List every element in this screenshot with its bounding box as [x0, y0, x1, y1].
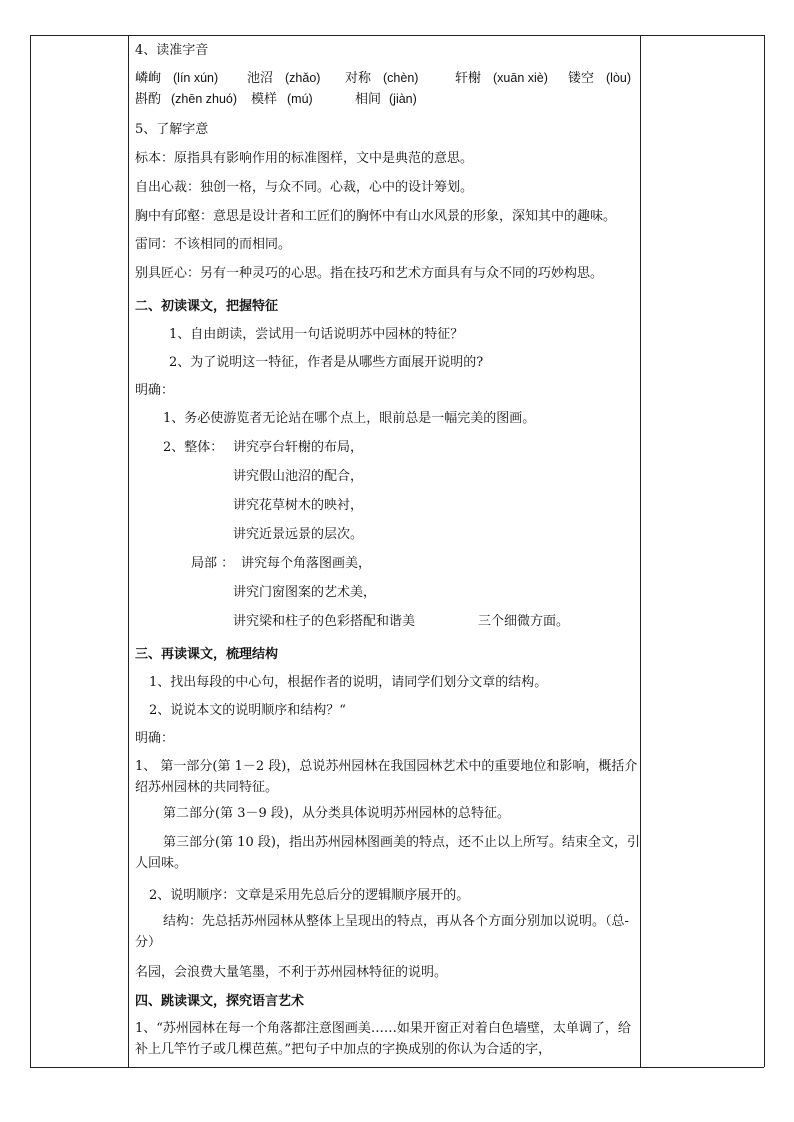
- overall-item: 讲究花草树木的映衬，: [233, 498, 364, 513]
- word-char: 对称: [345, 71, 372, 86]
- part3-question-1: 1、找出每段的中心句，根据作者的说明，请同学们划分文章的结构。: [149, 675, 548, 690]
- local-item: 讲究梁和柱子的色彩搭配和谐美: [233, 614, 416, 629]
- word-char: 斟酌: [135, 92, 162, 107]
- overall-item: 讲究亭台轩榭的布局，: [233, 440, 364, 455]
- word-char: 相间: [355, 92, 382, 107]
- word-pinyin: (zhǎo): [285, 71, 321, 85]
- word-pinyin: (zhēn zhuó): [171, 92, 238, 106]
- word-pinyin: (chèn): [383, 71, 419, 85]
- explanation-order: 2、说明顺序：文章是采用先总后分的逻辑顺序展开的。: [149, 888, 470, 903]
- definition-item: 别具匠心：另有一种灵巧的心思。指在技巧和艺术方面具有与众不同的巧妙构思。: [135, 266, 604, 281]
- word-char: 轩榭: [455, 71, 482, 86]
- local-note: 三个细微方面。: [478, 614, 570, 629]
- explanation-structure: 结构：先总括苏州园林从整体上呈现出的特点，再从各个方面分别加以说明。（总-分）: [135, 914, 629, 950]
- section4-heading: 4、读准字音: [135, 43, 209, 58]
- structure-part-3: 第三部分(第 10 段)，指出苏州园林图画美的特点，还不止以上所写。结束全文，引人回味。: [135, 835, 640, 871]
- pronunciation-row-1: [135, 69, 640, 89]
- pronunciation-row-2: [135, 90, 640, 110]
- local-item: 讲究每个角落图画美，: [241, 556, 372, 571]
- part2-answer-1: 1、务必使游览者无论站在哪个点上，眼前总是一幅完美的图画。: [163, 411, 536, 426]
- definition-item: 标本：原指具有影响作用的标准图样，文中是典范的意思。: [135, 151, 474, 166]
- table-border-col1: [128, 35, 129, 1067]
- word-char: 嶙峋: [135, 71, 162, 86]
- part4-heading: 四、跳读课文，探究语言艺术: [135, 994, 305, 1009]
- part4-question-1: 1、“苏州园林在每一个角落都注意图画美……如果开窗正对着白色墙壁，太单调了，给补上几竿竹子或几棵芭蕉。”把句子中加点的字换成别的你认为合适的字，: [135, 1021, 631, 1057]
- part3-heading: 三、再读课文，梳理结构: [135, 647, 279, 662]
- structure-part-2: 第二部分(第 3－9 段)，从分类具体说明苏州园林的总特征。: [163, 806, 510, 821]
- word-pinyin: (jiàn): [389, 92, 417, 106]
- word-pinyin: (lín xún): [173, 71, 219, 85]
- section5-heading: 5、了解字意: [135, 122, 209, 137]
- word-pinyin: (mú): [287, 92, 313, 106]
- part2-question-2: 2、为了说明这一特征，作者是从哪些方面展开说明的?: [169, 355, 484, 370]
- part3-answer-label: 明确：: [135, 731, 175, 746]
- word-char: 池沼: [247, 71, 274, 86]
- overall-item: 讲究假山池沼的配合，: [233, 469, 364, 484]
- word-pinyin: (lòu): [606, 71, 632, 85]
- table-border-right: [764, 35, 765, 1067]
- part2-question-1: 1、自由朗读，尝试用一句话说明苏中园林的特征？: [169, 327, 464, 342]
- part2-heading: 二、初读课文，把握特征: [135, 299, 279, 314]
- word-char: 镂空: [568, 71, 595, 86]
- part3-question-2: 2、说说本文的说明顺序和结构？“: [149, 703, 346, 718]
- overall-label: 2、整体：: [163, 440, 224, 455]
- part3-note: 名园，会浪费大量笔墨，不利于苏州园林特征的说明。: [135, 965, 448, 980]
- word-pinyin: (xuān xiè): [493, 71, 548, 85]
- table-border-col2: [640, 35, 641, 1067]
- definition-item: 自出心裁：独创一格，与众不同。心裁，心中的设计筹划。: [135, 180, 474, 195]
- overall-item: 讲究近景远景的层次。: [233, 527, 364, 542]
- table-border-left: [30, 35, 31, 1067]
- local-item: 讲究门窗图案的艺术美，: [233, 585, 377, 600]
- local-label: 局部 ：: [191, 556, 235, 571]
- definition-item: 胸中有邱壑：意思是设计者和工匠们的胸怀中有山水风景的形象，深知其中的趣味。: [135, 209, 617, 224]
- structure-part-1: 1、 第一部分(第 1－2 段)，总说苏州园林在我国园林艺术中的重要地位和影响，概括介绍苏州园林的共同特征。: [135, 759, 638, 795]
- definition-item: 雷同：不该相同的而相同。: [135, 237, 292, 252]
- table-border-bottom: [30, 1067, 764, 1068]
- word-char: 模样: [251, 92, 278, 107]
- part2-answer-label: 明确：: [135, 383, 175, 398]
- table-border-top: [30, 35, 764, 36]
